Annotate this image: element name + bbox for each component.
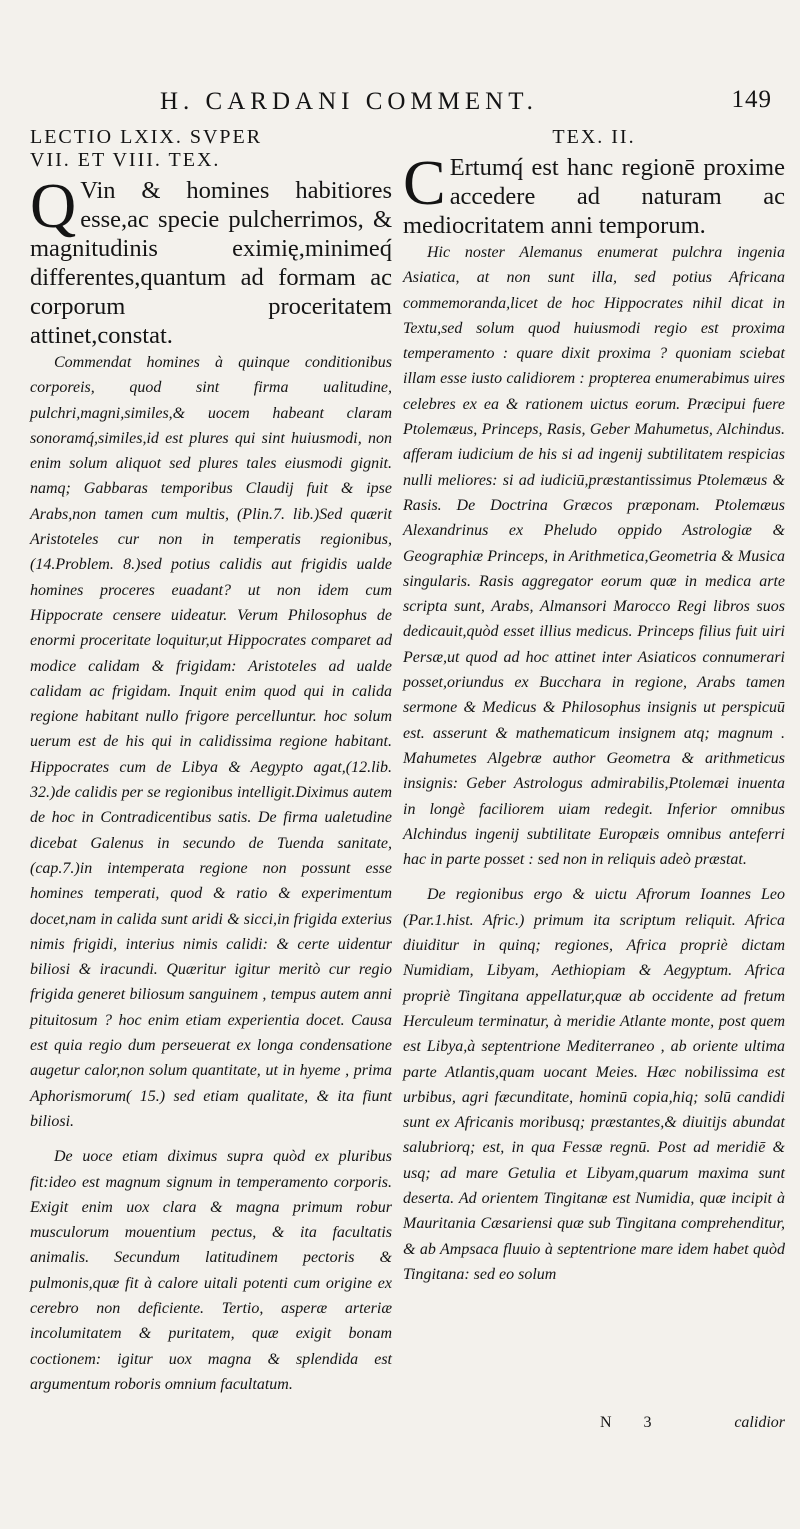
right-lemma (403, 147, 785, 240)
running-title: H. CARDANI COMMENT. (160, 88, 538, 115)
catchword: calidior (734, 1414, 785, 1431)
page-footer (600, 1414, 785, 1432)
signature-mark: N 3 (600, 1414, 666, 1431)
drop-cap-c: C (403, 147, 446, 218)
left-commentary-paragraph-1: Commendat homines à quinque conditionibus corporeis, quod sint firma ualitudine, pulchri,magni,similes,& uocem habeant claram sonoramq́,similes,id est plures qui sint huiusmodi, non enim solum aliquot sed plures tales eiusmodi gignit. namq; Gabbaras temporibus Claudij fuit & ipse Arabs,non tamen cum multis, (Plin.7. lib.)Sed quærit Aristoteles cur non in temperatis regionibus, (14.Problem. 8.)sed potius calidis aut frigidis ualde homines proceres euadant? ut non idem cum Hippocrate censere uideatur. Verum Philosophus de enormi proceritate loquitur,ut Hippocrates comparet ad modice calidam & frigidam: Aristoteles ad ualde calidam ac frigidam. Inquit enim quod qui in calida regione habitant nullo frigore percelluntur. hoc solum uerum est de his qui in calidissima regione habitant. Hippocrates cum de Libya & Aegypto agat,(12.lib. 32.)de calidis per se regionibus intelligit.Diximus autem de hoc in Contradicentibus satis. De firma ualetudine dicebat Galenus in secundo de Tuenda sanitate, (cap.7.)in intemperata regione non possunt esse homines temperati, quod & ratio & experimentum docet,nam in calida sunt aridi & sicci,in frigida exterius nimis frigidi, interius nimis calidi: & certe uidentur biliosi & iracundi. Quæritur igitur meritò cur regio frigida generet biliosum sanguinem , tempus autem anni pituitosum ? hoc enim etiam experientia docet. Causa est quia regio dum perseuerat ex longa condensatione augetur calor,non solum quantitate, ut in hyeme , prima Aphorismorum( 15.) sed etiam qualitate, & ita fiunt biliosi. (30, 354, 392, 1130)
left-commentary-paragraph-2: De uoce etiam diximus supra quòd ex pluribus fit:ideo est magnum signum in temperamento corporis. Exigit enim uox clara & magna primum robur musculorum mouentium pectus, & ita facultatis animalis. Secundum latitudinem pectoris & pulmonis,quæ fit à calore uitali potenti cum origine ex cerebro non deficiente. Tertio, asperæ arteriæ incolumitatem & puritatem, quæ exigit bonam coctionem: igitur uox magna & splendida est argumentum roboris omnium facultatum. (30, 1148, 392, 1393)
right-commentary-paragraph-2: De regionibus ergo & uictu Afrorum Ioannes Leo (Par.1.hist. Afric.) primum ita scriptum reliquit. Africa diuiditur in quinq; regiones, Africa propriè dictam Numidiam, Libyam, Aethiopiam & Aegyptum. Africa propriè Tingitana appellatur,quæ ab occidente ad fretum Herculeum terminatur, à meridie Atlante monte, post quem est Libya,à septentrione Mediterraneo , ab oriente ultima parte Atlantis,quam uocant Meies. Hæc nobilissima est urbibus, agri fæcunditate, hominū copia,hiq; solū candidi sunt ex Africanis moribusq; præstantes,& diuitijs abundat salubriorq; est, in qua Fessæ regnū. Post ad meridiē & usq; ad mare Getulia et Libyam,quarum maxima sunt deserta. Ad orientem Tingitanæ est Numidia, quæ incipit à Mauritania Cæsariensi quæ sub Tingitana comprehenditur, & ab Ampsaca fluuio à septentrione mare idem habet quòd Tingitana: sed eo solum (403, 886, 785, 1283)
page-number: 149 (731, 86, 772, 113)
left-lemma (30, 170, 392, 350)
left-lemma-text: Vin & homines habitiores esse,ac specie pulcherrimos, & magnitudinis eximię,minimeq́ differentes,quantum ad formam ac corporum proceritatem attinet,constat. (30, 177, 392, 349)
right-lemma-text: Ertumq́ est hanc regionē proxime accedere ad naturam ac mediocritatem anni temporum. (403, 154, 785, 239)
text-heading: TEX. II. (552, 126, 636, 148)
right-column (403, 126, 785, 1287)
lecture-heading-line-1: LECTIO LXIX. SVPER (30, 126, 263, 148)
left-column (30, 126, 392, 1397)
right-commentary-paragraph-1: Hic noster Alemanus enumerat pulchra ingenia Asiatica, at non sunt illa, sed potius Africana commemoranda,licet de hoc Hippocrates nihil dicat in Textu,sed solum quod huiusmodi regio est proxima temperamento : quare dixit proxima ? quoniam sciebat illam esse iusto calidiorem : propterea enumerabimus uires celebres ex ea & rationem uictus eorum. Præcipui fuere Ptolemæus, Princeps, Rasis, Geber Mahumetus, Alchindus. afferam iudicium de his si ad ingenij subtilitatem respicias nulli meliores: si ad iudiciū,præstantissimus Ptolemæus & Rasis. De Doctrina Græcos præponam. Ptolemæus Alexandrinus ex Pheludo oppido Astrologiæ & Geographiæ Princeps, in Arithmetica,Geometria & Musica singularis. Rasis aggregator eorum quæ in medica arte scripta sunt, Arabs, Almansori Marocco Regi libros suos dedicauit,quòd esset illius medicus. Princeps filius fuit uiri Persæ,ut quod ad hoc attinet inter Asiaticos connumerari posset,oriundus ex Bucchara in regione, Arabs tamen sermone & Medicus & Philosophus insignis ut perspicuū est. asserunt & mathematicum insignem atq; magnum . Mahumetes Algebræ author Geometra & arithmeticus insignis: Geber Astrologus admirabilis,Ptolemæi inuenta in longè faciliorem uiam redegit. Inferior omnibus Alchindus ingenij subtilitate Europæis omnibus anteferri hac in parte posset : sed non in reliquis adeò præstat. (403, 244, 785, 869)
drop-cap-q: Q (30, 170, 77, 241)
lecture-heading (30, 126, 392, 172)
lecture-heading-line-2: VII. ET VIII. TEX. (30, 149, 221, 171)
